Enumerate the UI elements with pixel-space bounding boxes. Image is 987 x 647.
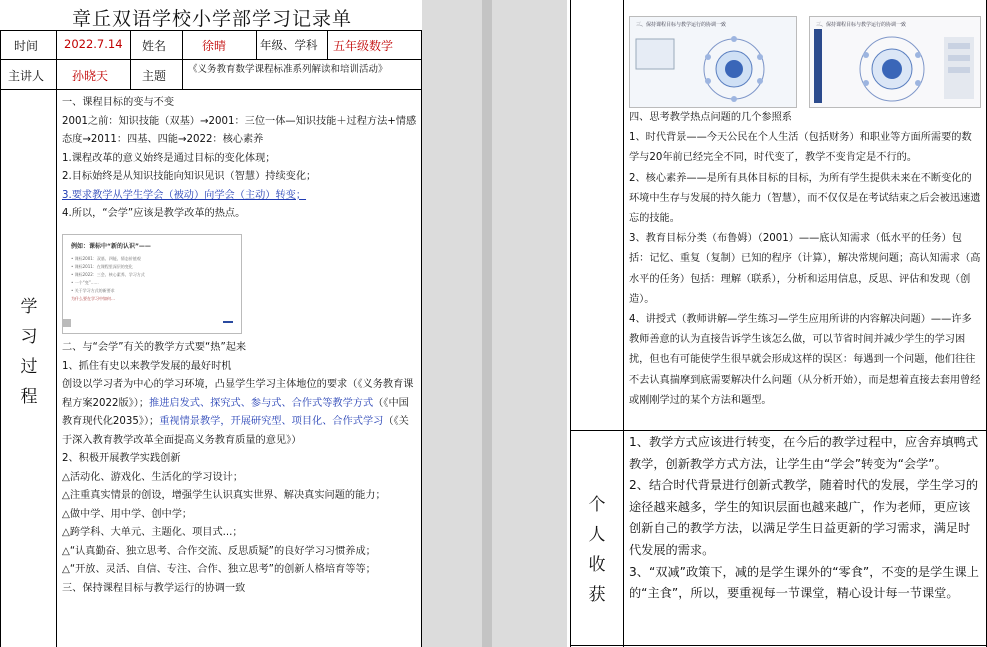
slide-lines [71, 255, 145, 303]
text-line: 一、课程目标的变与不变 [62, 97, 175, 108]
section-label-text: 个人收获 [588, 495, 606, 605]
text-line: △“认真勤奋、独立思考、合作交流、反思质疑”的良好学习习惯养成； [62, 545, 376, 557]
circle-diagram-icon [630, 17, 796, 107]
section-label-text: 学习过程 [20, 297, 38, 407]
text-line: 2、核心素养——是所有具体目标的目标，为所有学生提供未来在不断变化的环境中生存与发展的持久能力（智慧），而不仅仅是在考试结束之后会被迅速遗忘的技能。 [629, 172, 981, 225]
section-label-learning-process [19, 292, 39, 412]
slide-title: 例如：课标中“新的认识”—— [71, 243, 151, 250]
text-line: △注重真实情景的创设，增强学生认识真实世界、解决真实问题的能力； [62, 490, 386, 501]
slide-line: • 一个“变”…… [71, 280, 99, 285]
grade-value: 五年级数学 [333, 39, 394, 53]
slide-line: • 课标2011：在课程里深层的变化 [71, 264, 133, 269]
name-value: 徐晴 [202, 39, 227, 53]
time-label: 时间 [14, 39, 39, 53]
text-span-highlight: 重视情景教学，开展研究型、项目化、合作式学习 [159, 416, 384, 427]
text-line: 2.目标始终是从知识技能向知识见识（智慧）持续变化； [62, 171, 317, 182]
learning-process-content-b [62, 339, 418, 598]
slide-line: • 课标2022：三会、核心素养、学习方式 [71, 272, 145, 277]
text-line: 1、教学方式应该进行转变，在今后的教学过程中，应舍弃填鸭式教学，创新教学方式方法，让学生由“学会”转变为“会学”。 [629, 435, 979, 471]
slide-image-circle-diagram-left [629, 16, 797, 108]
topic-value: 《义务教育数学课程标准系列解读和培训活动》 [188, 64, 388, 75]
text-line: △做中学、用中学、创中学； [62, 508, 193, 520]
slide-image-circle-diagram-right [809, 16, 981, 108]
text-span: 创设以学习者为中心的学习环境，凸显学生学习主体地位的要求（《义务教育课程方案2022版》）； [62, 379, 414, 409]
text-line: 1.课程改革的意义始终是通过目标的变化体现； [62, 152, 276, 164]
text-line: 3、教育目标分类（布鲁姆）（2001）——底认知需求（低水平的任务）包括：记忆、重复（复制）已知的程序（计算），解决常规问题；高认知需求（高水平的任务）包括：理解（联系），分析和运用信息，反思、评估和发现（创造）。 [629, 233, 981, 305]
text-span: （《中国教育现代化2035》）； [62, 397, 409, 427]
text-line: 2、结合时代背景进行创新式教学，随着时代的发展，学生学习的途径越来越多，学生的知识层面也越来越广，作为老师，更应该创新自己的教学方法，以满足学生日益更新的学习需求，满足时代发展的需求。 [629, 478, 979, 557]
thinking-points-content [629, 108, 981, 411]
document-page-2 [567, 0, 987, 647]
text-line: 4、讲授式（教师讲解—学生练习—学生应用所讲的内容解决问题）——许多教师善意的认为直接告诉学生该怎么做，可以节省时间并减少学生的学习困扰，但也有可能使学生很早就会形成这样的误区：每遇到一个问题，他们往往不去认真揣摩到底需要解决什么问题（从分析开始），而是想着直接去套用曾经或刚刚学过的某个方法和题型。 [629, 314, 981, 406]
text-line: 1、时代背景——今天公民在个人生活（包括财务）和职业等方面所需要的数学与20年前已经完全不同，时代变了，教学不变肯定是不行的。 [629, 132, 972, 164]
document-page-1 [0, 0, 422, 647]
text-line: 二、与“会学”有关的教学方式要“热”起来 [62, 342, 247, 353]
slide-line: • 关于学习方式的新要求 [71, 288, 115, 293]
text-line: △活动化、游戏化、生活化的学习设计； [62, 471, 244, 483]
page-gutter-strip [482, 0, 492, 647]
slide-accent-bar [223, 321, 233, 323]
text-line: △跨学科、大单元、主题化、项目式...； [62, 527, 243, 538]
slide-corner-mark [63, 319, 71, 327]
document-title: 章丘双语学校小学部学习记录单 [72, 8, 353, 30]
speaker-value: 孙晓天 [72, 69, 109, 83]
text-line: △“开放、灵活、自信、专注、合作、独立思考”的创新人格培育等等； [62, 564, 376, 575]
speaker-label: 主讲人 [8, 69, 45, 83]
text-span: （《关于深入教育教学改革全面提高义务教育质量的意见》） [62, 416, 409, 446]
learning-process-content [62, 94, 418, 224]
text-line: 3、“双减”政策下，减的是学生课外的“零食”，不变的是学生课上的“主食”，所以，要重视每一节课堂，精心设计每一节课堂。 [629, 564, 979, 601]
text-line: 4.所以，“会学”应该是教学改革的热点。 [62, 208, 246, 219]
time-value: 2022.7.14 [64, 37, 123, 51]
text-line: 2001之前：知识技能（双基）→2001：三位一体—知识技能＋过程方法+情感态度→2011：四基、四能→2022：核心素养 [62, 115, 417, 145]
slide-line: • 课标2001：双基、四能、情态价值观 [71, 256, 141, 261]
section-label-personal-gains [587, 490, 607, 610]
text-line: 2、积极开展教学实践创新 [62, 453, 181, 464]
personal-gains-content [629, 432, 981, 605]
text-line-highlight: 3.要求教学从学生学会（被动）向学会（主动）转变； [62, 189, 307, 201]
page-gutter [422, 0, 567, 647]
slide-image-new-understanding [62, 234, 242, 334]
slide-line: 为什么要在学习中如何… [71, 296, 115, 301]
text-span-highlight: 推进启发式、探究式、参与式、合作式等教学方式 [149, 397, 374, 409]
text-line: 三、保持课程目标与教学运行的协调一致 [62, 582, 246, 594]
text-line: 四、思考教学热点问题的几个参照系 [629, 112, 792, 123]
circle-diagram-icon [810, 17, 980, 107]
text-line: 1、抓住有史以来教学发展的最好时机 [62, 360, 232, 372]
grade-label: 年级、学科 [260, 38, 318, 52]
topic-label: 主题 [142, 69, 167, 83]
slide-title: 三、保持课程目标与教学运行的协调一致 [816, 22, 907, 28]
name-label: 姓名 [142, 39, 167, 53]
text-paragraph-mixed [62, 376, 418, 450]
slide-title: 三、保持课程目标与教学运行的协调一致 [636, 22, 727, 28]
